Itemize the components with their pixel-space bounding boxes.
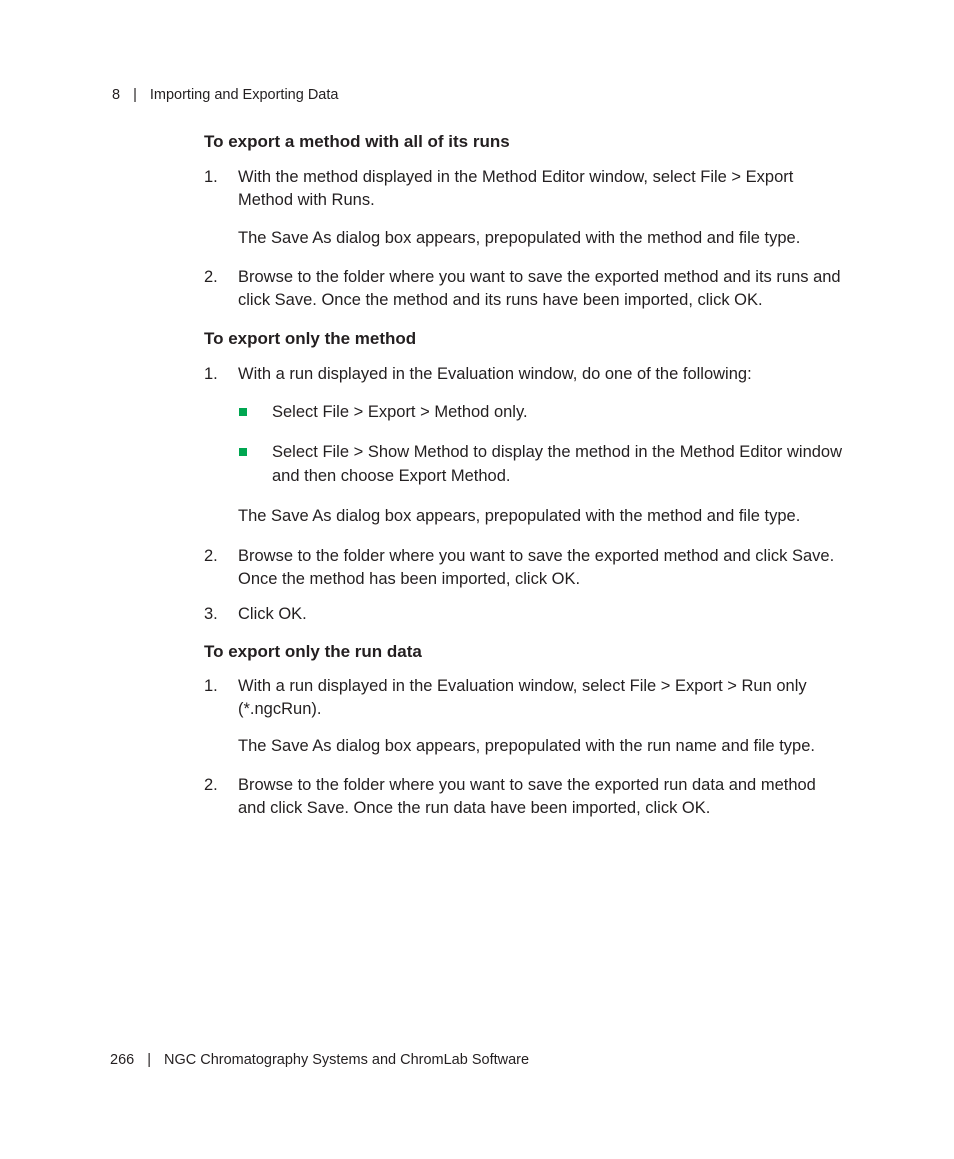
step-text: Click OK. (238, 605, 307, 623)
bullet-text: Select File > Export > Method only. (272, 403, 528, 421)
step-item (204, 774, 844, 820)
section-heading-export-only-run-data: To export only the run data (204, 642, 422, 661)
step-text: With a run displayed in the Evaluation window, do one of the following: (238, 365, 752, 383)
section-heading-export-method-with-runs: To export a method with all of its runs (204, 132, 510, 151)
step-note: The Save As dialog box appears, prepopulated with the method and file type. (238, 229, 801, 247)
running-footer (110, 1052, 529, 1068)
step-item (204, 603, 844, 626)
step-number: 2. (204, 268, 218, 286)
footer-book-title: NGC Chromatography Systems and ChromLab Software (163, 1052, 530, 1068)
bullet-item (204, 440, 844, 488)
step-number: 1. (204, 677, 218, 695)
step-number: 1. (204, 168, 218, 186)
step-note: The Save As dialog box appears, prepopulated with the run name and file type. (238, 737, 815, 755)
step-item (204, 166, 844, 212)
header-page-number: 8 (112, 87, 121, 103)
step-item (204, 675, 844, 721)
footer-separator: | (147, 1052, 151, 1068)
step-note: The Save As dialog box appears, prepopulated with the method and file type. (238, 507, 801, 525)
step-item (204, 545, 844, 591)
step-item (204, 266, 844, 312)
step-number: 2. (204, 547, 218, 565)
running-header (112, 87, 338, 103)
step-text: Browse to the folder where you want to save the exported method and click Save. Once the method has been imported, click OK. (238, 547, 835, 588)
section-heading-export-only-method: To export only the method (204, 329, 417, 348)
step-number: 3. (204, 605, 218, 623)
step-item (204, 363, 844, 386)
step-number: 2. (204, 776, 218, 794)
bullet-item (204, 400, 844, 424)
header-section-title: Importing and Exporting Data (149, 87, 339, 103)
step-text: With a run displayed in the Evaluation window, select File > Export > Run only (*.ngcRun). (238, 677, 807, 718)
header-separator: | (133, 87, 137, 103)
step-text: With the method displayed in the Method Editor window, select File > Export Method with Runs. (238, 168, 794, 209)
bullet-text: Select File > Show Method to display the method in the Method Editor window and then choose Export Method. (272, 443, 843, 485)
step-text: Browse to the folder where you want to save the exported method and its runs and click Save. Once the method and its runs have been imported, click OK. (238, 268, 841, 309)
step-number: 1. (204, 365, 218, 383)
green-square-bullet-icon (239, 448, 247, 456)
step-text: Browse to the folder where you want to save the exported run data and method and click Save. Once the run data have been imported, click OK. (238, 776, 816, 817)
footer-page-number: 266 (110, 1052, 135, 1068)
green-square-bullet-icon (239, 408, 247, 416)
